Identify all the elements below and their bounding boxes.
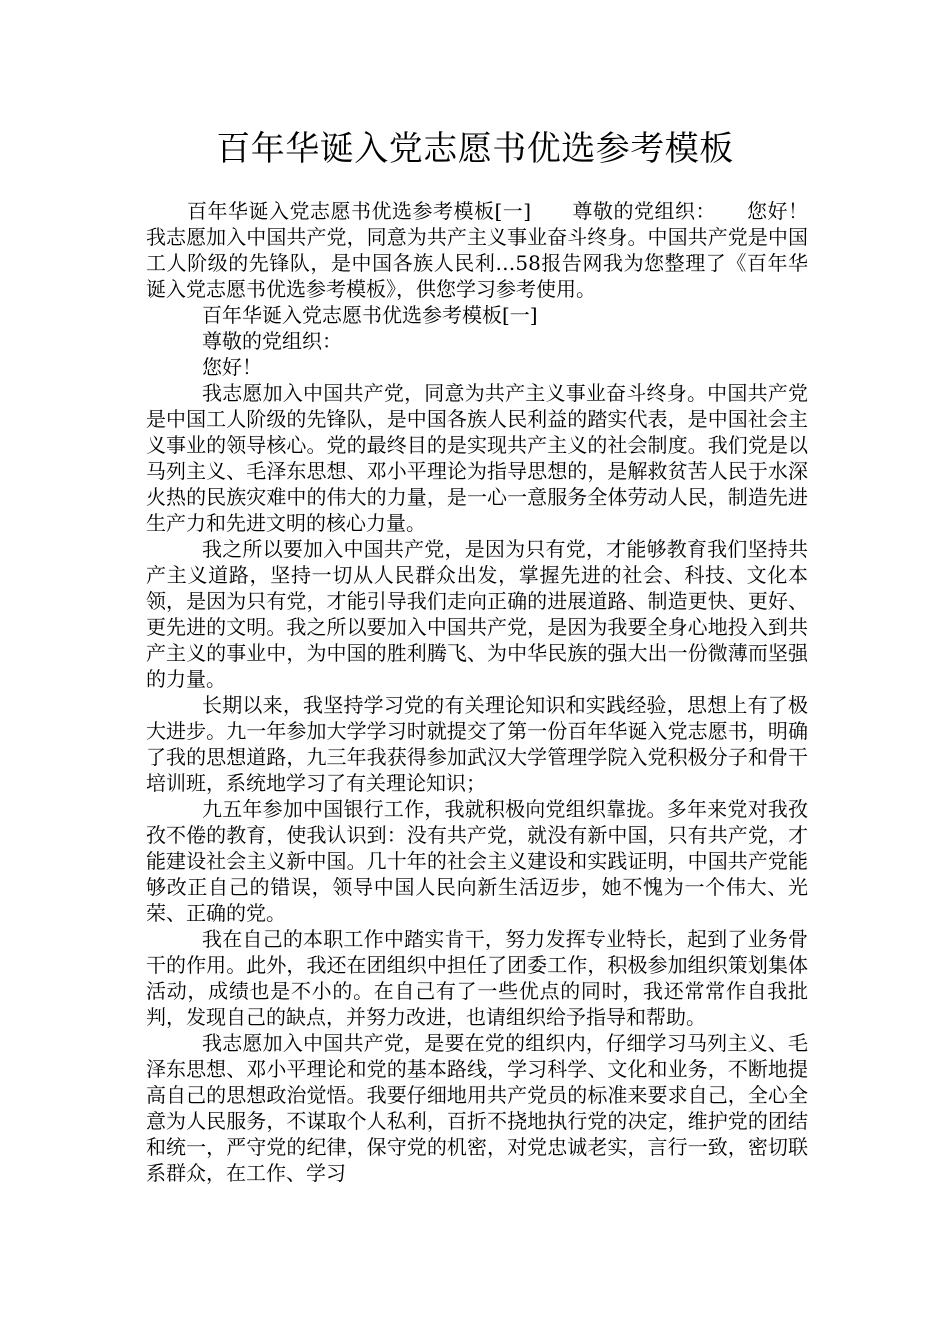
document-body (146, 198, 848, 1186)
summary-paragraph: 百年华诞入党志愿书优选参考模板[一] 尊敬的党组织： 您好！ 我志愿加入中国共产党，同意为共产主义事业奋斗终身。中国共产党是中国工人阶级的先锋队，是中国各族人民利…58报告网我为您整理了《百年华诞入党志愿书优选参考模板》，供您学习参考使用。 (146, 199, 848, 301)
body-paragraph: 我之所以要加入中国共产党，是因为只有党，才能够教育我们坚持共产主义道路，坚持一切从人民群众出发，掌握先进的社会、科技、文化本领，是因为只有党，才能引导我们走向正确的进展道路、制造更快、更好、更先进的文明。我之所以要加入中国共产党，是因为我要全身心地投入到共产主义的事业中，为中国的胜利腾飞、为中华民族的强大出一份微薄而坚强的力量。 (146, 537, 808, 691)
body-paragraph: 我志愿加入中国共产党，是要在党的组织内，仔细学习马列主义、毛泽东思想、邓小平理论和党的基本路线，学习科学、文化和业务，不断地提高自己的思想政治觉悟。我要仔细地用共产党员的标准来要求自己，全心全意为人民服务，不谋取个人私利，百折不挠地执行党的决定，维护党的团结和统一，严守党的纪律，保守党的机密，对党忠诚老实，言行一致，密切联系群众，在工作、学习 (146, 1031, 808, 1185)
body-paragraph: 九五年参加中国银行工作，我就积极向党组织靠拢。多年来党对我孜孜不倦的教育，使我认识到：没有共产党，就没有新中国，只有共产党，才能建设社会主义新中国。几十年的社会主义建设和实践证明，中国共产党能够改正自己的错误，领导中国人民向新生活迈步，她不愧为一个伟大、光荣、正确的党。 (146, 797, 808, 925)
greeting: 您好！ (202, 355, 262, 379)
body-paragraph: 我在自己的本职工作中踏实肯干，努力发挥专业特长，起到了业务骨干的作用。此外，我还在团组织中担任了团委工作，积极参加组织策划集体活动，成绩也是不小的。在自己有了一些优点的同时，我还常常作自我批判，发现自己的缺点，并努力改进，也请组织给予指导和帮助。 (146, 927, 808, 1029)
body-paragraph: 我志愿加入中国共产党，同意为共产主义事业奋斗终身。中国共产党是中国工人阶级的先锋队，是中国各族人民利益的踏实代表，是中国社会主义事业的领导核心。党的最终目的是实现共产主义的社会制度。我们党是以马列主义、毛泽东思想、邓小平理论为指导思想的，是解救贫苦人民于水深火热的民族灾难中的伟大的力量，是一心一意服务全体劳动人民，制造先进生产力和先进文明的核心力量。 (146, 381, 808, 535)
letter-heading: 百年华诞入党志愿书优选参考模板[一] (202, 303, 538, 327)
salutation: 尊敬的党组织： (202, 329, 342, 353)
body-paragraph: 长期以来，我坚持学习党的有关理论知识和实践经验，思想上有了极大进步。九一年参加大学学习时就提交了第一份百年华诞入党志愿书，明确了我的思想道路，九三年我获得参加武汉大学管理学院入党积极分子和骨干培训班，系统地学习了有关理论知识； (146, 693, 808, 795)
document-title: 百年华诞入党志愿书优选参考模板 (216, 129, 734, 169)
